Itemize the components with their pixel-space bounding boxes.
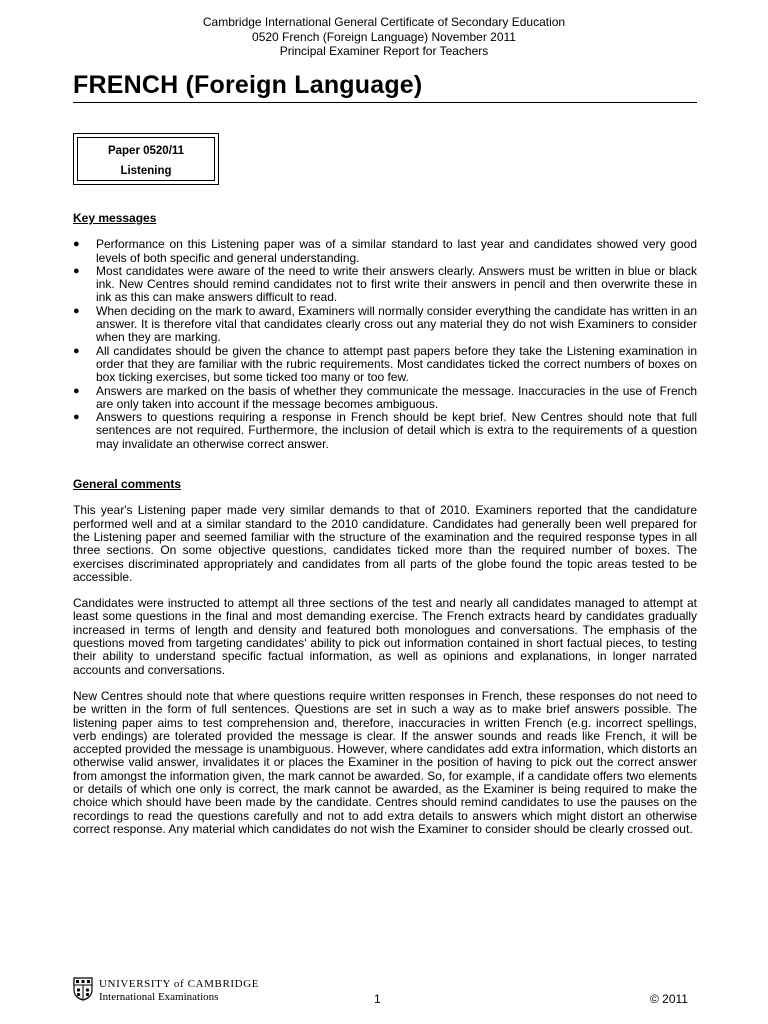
bullet-icon: ●	[73, 344, 80, 357]
list-item	[73, 305, 697, 345]
bullet-icon: ●	[73, 411, 80, 424]
page-number: 1	[374, 992, 381, 1006]
list-item	[73, 385, 697, 412]
general-comments-paragraph: This year's Listening paper made very similar demands to that of 2010. Examiners reported that the candidature performed well and at a similar standard to the 2010 candidature. Candidates had generally been well prepared for the Listening paper and seemed familiar with the structure of the examination and the required response types in all three sections. On some objective questions, candidates ticked more than the required number of boxes. The exercises discriminated appropriately and candidates from all parts of the globe found the topic areas tested to be accessible.	[73, 503, 697, 584]
bullet-icon: ●	[73, 264, 80, 277]
header-line-certificate: Cambridge International General Certificate of Secondary Education	[202, 15, 566, 29]
key-messages-heading: Key messages	[73, 211, 157, 225]
title-underline	[73, 102, 697, 103]
logo-division-name: International Examinations	[99, 991, 219, 1003]
paper-info-box-inner	[77, 137, 215, 181]
general-comments-paragraph: Candidates were instructed to attempt all three sections of the test and nearly all candidates managed to attempt at least some questions in the final and most demanding exercise. The French extracts heard by candidates gradually increased in terms of length and density and featured both monologues and conversations. The emphasis of the questions moved from targeting candidates' ability to pick out information contained in short factual pieces, to testing their ability to understand specific factual information, as well as opinions and explanations, in longer narrated accounts and conversations.	[73, 596, 697, 677]
list-item	[73, 265, 697, 305]
paper-info-box	[73, 133, 219, 185]
list-item	[73, 345, 697, 385]
key-message-text: Answers are marked on the basis of whether they communicate the message. Inaccuracies in the use of French are only taken into account if the message becomes ambiguous.	[96, 383, 697, 411]
logo-university-name: UNIVERSITY of CAMBRIDGE	[99, 978, 260, 990]
key-message-text: When deciding on the mark to award, Examiners will normally consider everything the candidate has written in an answer. It is therefore vital that candidates clearly cross out any material they do not wish Examiners to consider when they are marking.	[96, 303, 697, 345]
list-item	[73, 411, 697, 451]
cambridge-logo	[73, 976, 260, 1006]
copyright-notice: © 2011	[650, 992, 688, 1006]
report-body	[73, 212, 697, 849]
bullet-icon: ●	[73, 304, 80, 317]
paper-code: Paper 0520/11	[107, 145, 185, 157]
key-message-text: All candidates should be given the chance to attempt past papers before they take the Listening examination in order that they are familiar with the rubric requirements. Most candidates ticked the correct numbers of boxes on box ticking exercises, but some ticked too many or too few.	[96, 343, 697, 385]
report-header	[0, 15, 768, 59]
key-message-text: Answers to questions requiring a response in French should be kept brief. New Centres should note that full sentences are not required. Furthermore, the inclusion of detail which is extra to the requirements of a question may invalidate an otherwise correct answer.	[96, 410, 697, 451]
general-comments-heading: General comments	[73, 477, 182, 492]
crest-icon	[73, 977, 93, 1001]
page-title: FRENCH (Foreign Language)	[73, 71, 423, 99]
list-item	[73, 238, 697, 265]
bullet-icon: ●	[73, 384, 80, 397]
bullet-icon: ●	[73, 238, 80, 251]
header-line-syllabus: 0520 French (Foreign Language) November 2011	[252, 29, 516, 44]
key-messages-list	[73, 238, 697, 451]
paper-component: Listening	[120, 165, 172, 177]
key-message-text: Most candidates were aware of the need to write their answers clearly. Answers must be written in blue or black ink. New Centres should remind candidates not to first write their answers in pencil and then overwrite these in ink as this can make answers difficult to read.	[96, 263, 697, 305]
header-line-report-type: Principal Examiner Report for Teachers	[279, 44, 489, 58]
general-comments-paragraph: New Centres should note that where questions require written responses in French, these responses do not need to be written in the form of full sentences. Questions are set in such a way as to make brief answers possible. The listening paper aims to test comprehension and, therefore, inaccuracies in written French (e.g. incorrect spellings, verb endings) are tolerated provided the message is clear. If the answer sounds and reads like French, it will be accepted provided the message is unambiguous. However, where candidates add extra information, which distorts an otherwise valid answer, invalidates it or places the Examiner in the position of having to pick out the correct answer from amongst the information given, the mark cannot be awarded. So, for example, if a candidate offers two elements or details of which one only is correct, the mark cannot be awarded, as the Examiner is being required to make the choice which should have been made by the candidate. Centres should remind candidates to use the pauses on the recordings to read the questions carefully and not to add extra details to answers which might distort an otherwise correct response. Any material which candidates do not wish the Examiner to consider should be clearly crossed out.	[73, 688, 697, 836]
key-message-text: Performance on this Listening paper was of a similar standard to last year and candidates showed very good levels of both specific and general understanding.	[96, 237, 697, 265]
